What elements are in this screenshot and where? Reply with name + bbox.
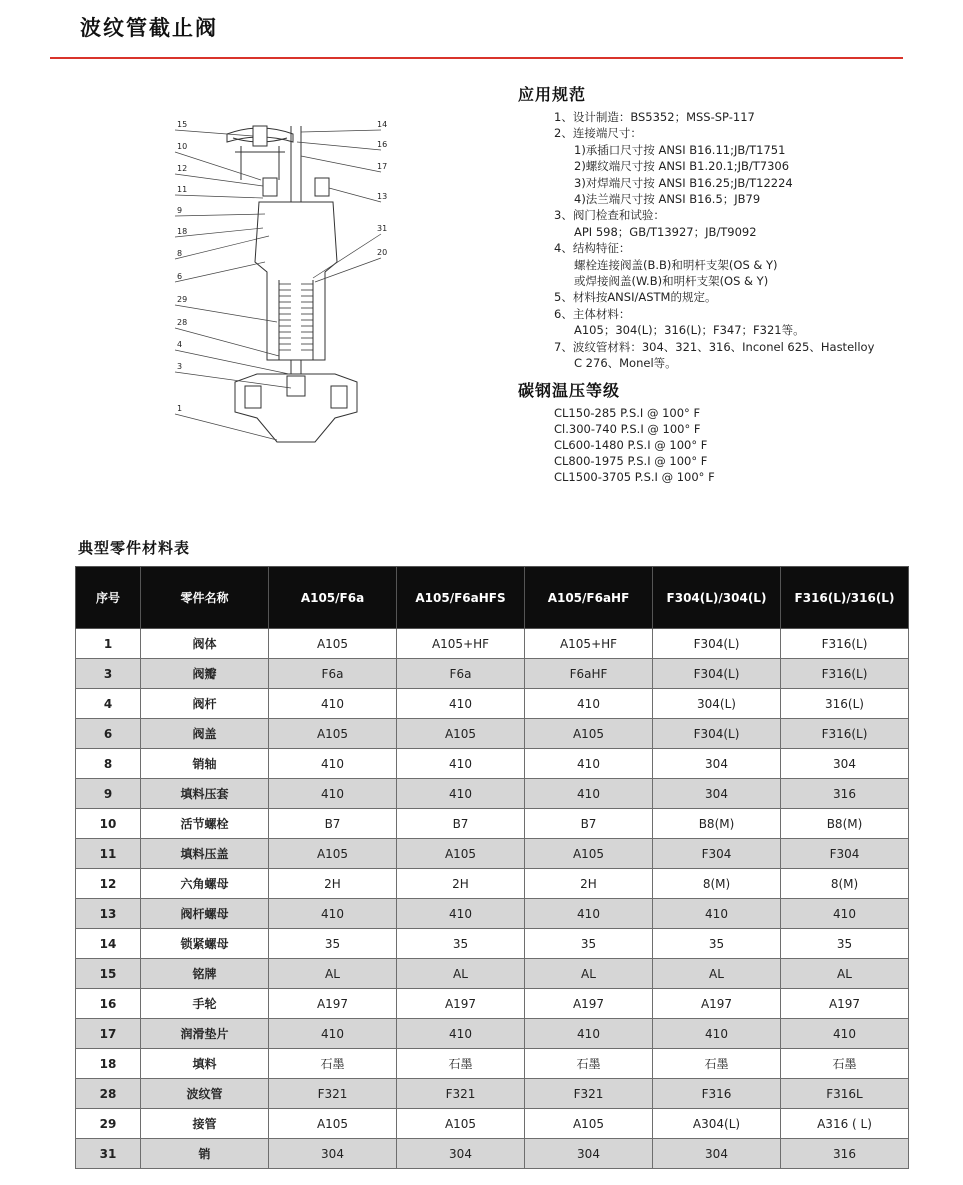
column-header: A105/F6aHF [525, 567, 653, 629]
material-cell: 石墨 [269, 1049, 397, 1079]
column-header: A105/F6aHFS [397, 567, 525, 629]
material-cell: 410 [653, 899, 781, 929]
callout-label: 13 [377, 192, 388, 201]
callout-label: 16 [377, 140, 388, 149]
callout-label: 15 [177, 120, 188, 129]
part-number-cell: 10 [76, 809, 141, 839]
grade-list [518, 405, 938, 486]
spec-line: 或焊接阀盖(W.B)和明杆支架(OS & Y) [574, 274, 769, 289]
material-cell: 2H [525, 869, 653, 899]
part-name-cell: 销轴 [141, 749, 269, 779]
page-title: 波纹管截止阀 [80, 16, 218, 40]
grade-line: Cl.300-740 P.S.I @ 100° F [554, 421, 701, 436]
table-row [76, 929, 909, 959]
material-cell: 304 [653, 779, 781, 809]
material-cell: 304 [397, 1139, 525, 1169]
material-cell: 石墨 [397, 1049, 525, 1079]
material-cell: 石墨 [525, 1049, 653, 1079]
material-cell: 35 [397, 929, 525, 959]
table-header [76, 567, 909, 629]
part-number-cell: 1 [76, 629, 141, 659]
material-cell: 石墨 [653, 1049, 781, 1079]
callout-label: 10 [177, 142, 188, 151]
material-cell: 316 [781, 779, 909, 809]
spec-line: 5、材料按ANSI/ASTM的规定。 [554, 290, 717, 305]
column-header: F316(L)/316(L) [781, 567, 909, 629]
title-divider [50, 57, 903, 59]
material-cell: A105 [397, 719, 525, 749]
spec-line: 7、波纹管材料：304、321、316、Inconel 625、Hastelloy [554, 339, 875, 354]
part-number-cell: 29 [76, 1109, 141, 1139]
table-row [76, 1109, 909, 1139]
stem-nut-shape [253, 126, 267, 146]
callout-label: 29 [177, 295, 188, 304]
material-cell: B7 [397, 809, 525, 839]
table-row [76, 659, 909, 689]
spec-line: 1、设计制造：BS5352；MSS-SP-117 [554, 110, 755, 124]
table-row [76, 779, 909, 809]
callout-label: 17 [377, 162, 388, 171]
material-cell: 410 [397, 899, 525, 929]
callout-label: 1 [177, 404, 183, 413]
material-cell: 410 [653, 1019, 781, 1049]
column-header: 序号 [76, 567, 141, 629]
material-cell: A197 [781, 989, 909, 1019]
material-cell: A197 [397, 989, 525, 1019]
material-cell: B7 [525, 809, 653, 839]
bolt-right-shape [315, 178, 329, 196]
material-cell: F304 [781, 839, 909, 869]
material-cell: 35 [269, 929, 397, 959]
table-row [76, 959, 909, 989]
table-row [76, 1079, 909, 1109]
material-cell: 410 [525, 749, 653, 779]
table-body [76, 629, 909, 1169]
spec-heading: 应用规范 [518, 85, 587, 104]
callout-label: 18 [177, 227, 188, 236]
part-number-cell: 13 [76, 899, 141, 929]
part-name-cell: 阀杆螺母 [141, 899, 269, 929]
callout-label: 9 [177, 206, 183, 215]
material-cell: F316(L) [781, 719, 909, 749]
parts-material-table [75, 566, 909, 1169]
spec-line: 1)承插口尺寸按 ANSI B16.11;JB/T1751 [574, 142, 786, 157]
part-name-cell: 阀瓣 [141, 659, 269, 689]
part-name-cell: 填料 [141, 1049, 269, 1079]
spec-line: 4、结构特征： [554, 241, 631, 256]
material-cell: F304(L) [653, 719, 781, 749]
valve-drawing-svg [165, 112, 425, 462]
part-number-cell: 31 [76, 1139, 141, 1169]
spec-line: API 598；GB/T13927；JB/T9092 [574, 224, 757, 239]
table-row [76, 629, 909, 659]
material-cell: AL [397, 959, 525, 989]
material-cell: A105 [397, 1109, 525, 1139]
part-number-cell: 18 [76, 1049, 141, 1079]
part-name-cell: 活节螺栓 [141, 809, 269, 839]
material-cell: 8(M) [653, 869, 781, 899]
part-name-cell: 销 [141, 1139, 269, 1169]
part-number-cell: 17 [76, 1019, 141, 1049]
spec-list [518, 109, 938, 372]
bonnet-shape [255, 202, 337, 360]
material-cell: F6a [269, 659, 397, 689]
material-cell: 410 [269, 749, 397, 779]
part-name-cell: 填料压套 [141, 779, 269, 809]
material-cell: 35 [525, 929, 653, 959]
callout-label: 28 [177, 318, 188, 327]
material-cell: A105 [269, 1109, 397, 1139]
material-cell: A105 [525, 1109, 653, 1139]
grade-line: CL800-1975 P.S.I @ 100° F [554, 454, 708, 469]
spec-line: 3)对焊端尺寸按 ANSI B16.25;JB/T12224 [574, 175, 793, 190]
material-cell: A197 [269, 989, 397, 1019]
application-spec [518, 82, 938, 486]
table-row [76, 839, 909, 869]
table-header-row [76, 567, 909, 629]
part-name-cell: 阀杆 [141, 689, 269, 719]
part-name-cell: 铭牌 [141, 959, 269, 989]
material-cell: A316 ( L) [781, 1109, 909, 1139]
material-cell: B8(M) [781, 809, 909, 839]
callout-label: 12 [177, 164, 188, 173]
disc-shape [287, 376, 305, 396]
material-cell: A105 [397, 839, 525, 869]
part-name-cell: 填料压盖 [141, 839, 269, 869]
material-cell: 410 [781, 899, 909, 929]
material-cell: 2H [269, 869, 397, 899]
material-cell: 410 [269, 779, 397, 809]
material-cell: 35 [781, 929, 909, 959]
material-cell: AL [653, 959, 781, 989]
material-cell: F304(L) [653, 659, 781, 689]
part-number-cell: 4 [76, 689, 141, 719]
table-row [76, 689, 909, 719]
grade-line: CL600-1480 P.S.I @ 100° F [554, 437, 708, 452]
material-cell: B8(M) [653, 809, 781, 839]
material-cell: AL [525, 959, 653, 989]
material-cell: A105 [525, 839, 653, 869]
material-cell: 304 [525, 1139, 653, 1169]
material-cell: AL [269, 959, 397, 989]
grade-heading: 碳钢温压等级 [518, 380, 621, 400]
spec-line: 6、主体材料： [554, 306, 631, 321]
material-cell: 304 [653, 749, 781, 779]
material-cell: F6a [397, 659, 525, 689]
material-cell: 410 [397, 749, 525, 779]
part-name-cell: 六角螺母 [141, 869, 269, 899]
part-name-cell: 接管 [141, 1109, 269, 1139]
material-cell: A304(L) [653, 1109, 781, 1139]
spec-line: 4)法兰端尺寸按 ANSI B16.5；JB79 [574, 192, 761, 207]
part-name-cell: 手轮 [141, 989, 269, 1019]
material-cell: A105 [269, 629, 397, 659]
callout-label: 6 [177, 272, 183, 281]
material-cell: 410 [269, 1019, 397, 1049]
material-cell: F321 [269, 1079, 397, 1109]
spec-line: 2、连接端尺寸： [554, 126, 642, 141]
spec-line: 螺栓连接阀盖(B.B)和明杆支架(OS & Y) [574, 257, 778, 272]
material-cell: 316 [781, 1139, 909, 1169]
table-row [76, 719, 909, 749]
part-number-cell: 9 [76, 779, 141, 809]
material-cell: 410 [525, 899, 653, 929]
material-cell: 石墨 [781, 1049, 909, 1079]
grade-line: CL150-285 P.S.I @ 100° F [554, 405, 701, 420]
part-number-cell: 6 [76, 719, 141, 749]
material-cell: 304 [781, 749, 909, 779]
material-cell: A105 [269, 719, 397, 749]
material-cell: 304 [653, 1139, 781, 1169]
callout-label: 3 [177, 362, 183, 371]
spec-line: 2)螺纹端尺寸按 ANSI B1.20.1;JB/T7306 [574, 159, 790, 174]
material-cell: F321 [525, 1079, 653, 1109]
material-cell: 35 [653, 929, 781, 959]
material-cell: F316 [653, 1079, 781, 1109]
material-cell: 410 [269, 899, 397, 929]
material-cell: F316L [781, 1079, 909, 1109]
material-cell: 410 [397, 689, 525, 719]
material-cell: A105+HF [525, 629, 653, 659]
material-cell: F321 [397, 1079, 525, 1109]
column-header: F304(L)/304(L) [653, 567, 781, 629]
valve-section-drawing [165, 112, 425, 462]
material-cell: 8(M) [781, 869, 909, 899]
material-cell: F316(L) [781, 659, 909, 689]
part-number-cell: 11 [76, 839, 141, 869]
part-number-cell: 28 [76, 1079, 141, 1109]
callout-label: 31 [377, 224, 388, 233]
part-number-cell: 16 [76, 989, 141, 1019]
spec-line: A105；304(L)；316(L)；F347；F321等。 [574, 323, 805, 338]
part-number-cell: 12 [76, 869, 141, 899]
part-number-cell: 14 [76, 929, 141, 959]
callout-label: 4 [177, 340, 183, 349]
spec-line: 3、阀门检查和试验： [554, 208, 665, 223]
material-cell: F6aHF [525, 659, 653, 689]
material-cell: 316(L) [781, 689, 909, 719]
table-row [76, 1049, 909, 1079]
material-cell: F304(L) [653, 629, 781, 659]
material-cell: 410 [397, 1019, 525, 1049]
material-cell: 410 [525, 1019, 653, 1049]
material-cell: 410 [525, 779, 653, 809]
table-title: 典型零件材料表 [78, 539, 191, 557]
material-cell: F316(L) [781, 629, 909, 659]
material-cell: 2H [397, 869, 525, 899]
material-cell: 410 [781, 1019, 909, 1049]
part-number-cell: 15 [76, 959, 141, 989]
material-cell: 304 [269, 1139, 397, 1169]
table-row [76, 989, 909, 1019]
material-cell: A197 [653, 989, 781, 1019]
table-row [76, 869, 909, 899]
spec-line: C 276、Monel等。 [574, 356, 677, 371]
table-row [76, 749, 909, 779]
part-name-cell: 润滑垫片 [141, 1019, 269, 1049]
table-row [76, 899, 909, 929]
material-cell: F304 [653, 839, 781, 869]
column-header: A105/F6a [269, 567, 397, 629]
material-cell: A105 [525, 719, 653, 749]
part-number-cell: 8 [76, 749, 141, 779]
material-cell: A197 [525, 989, 653, 1019]
material-cell: B7 [269, 809, 397, 839]
material-cell: 410 [525, 689, 653, 719]
part-name-cell: 阀盖 [141, 719, 269, 749]
part-name-cell: 阀体 [141, 629, 269, 659]
callout-label: 11 [177, 185, 188, 194]
table-row [76, 1019, 909, 1049]
column-header: 零件名称 [141, 567, 269, 629]
part-number-cell: 3 [76, 659, 141, 689]
material-cell: 410 [269, 689, 397, 719]
callout-label: 14 [377, 120, 388, 129]
material-cell: AL [781, 959, 909, 989]
material-cell: 410 [397, 779, 525, 809]
grade-line: CL1500-3705 P.S.I @ 100° F [554, 470, 715, 485]
part-name-cell: 波纹管 [141, 1079, 269, 1109]
bolt-left-shape [263, 178, 277, 196]
callout-label: 20 [377, 248, 388, 257]
table-row [76, 1139, 909, 1169]
material-cell: A105 [269, 839, 397, 869]
material-cell: A105+HF [397, 629, 525, 659]
material-cell: 304(L) [653, 689, 781, 719]
table-row [76, 809, 909, 839]
part-name-cell: 锁紧螺母 [141, 929, 269, 959]
callout-label: 8 [177, 249, 183, 258]
